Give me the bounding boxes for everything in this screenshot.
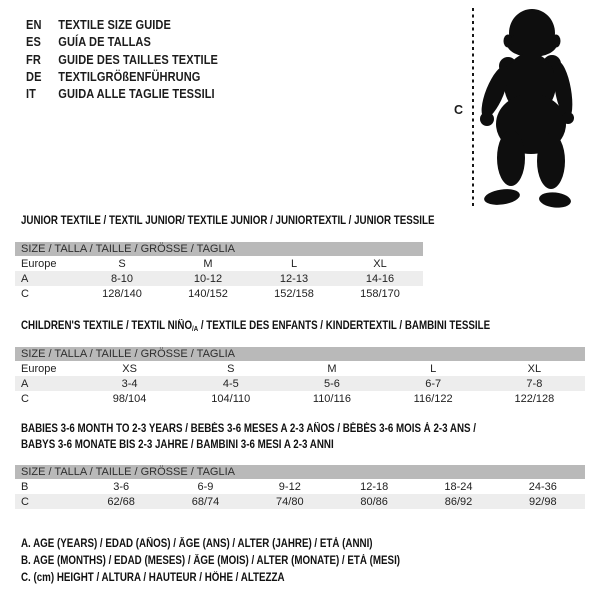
size-cell: 6-7 [425, 377, 442, 390]
size-cell: 92/98 [529, 495, 557, 508]
size-cell: 68/74 [191, 495, 220, 508]
table-row [15, 256, 423, 271]
children-title-post: / TEXTILE DES ENFANTS / KINDERTEXTIL / BAMBINI TESSILE [198, 320, 491, 332]
size-header-bar: SIZE / TALLA / TAILLE / GRÖSSE / TAGLIA [15, 465, 585, 479]
language-code: IT [26, 86, 37, 102]
size-cell: L [430, 362, 437, 375]
footnote-line-c: C. (cm) HEIGHT / ALTURA / HAUTEUR / HÖHE / ALTEZZA [21, 572, 285, 584]
size-cell: 3-4 [121, 377, 138, 390]
size-cell: 10-12 [193, 272, 223, 285]
size-cell: 7-8 [526, 377, 543, 390]
language-list [26, 16, 218, 102]
row-label: C [21, 392, 29, 405]
table-row [15, 361, 585, 376]
size-cell: 4-5 [222, 377, 239, 390]
size-cell: 18-24 [444, 480, 473, 493]
size-cell: 3-6 [113, 480, 130, 493]
row-label: B [21, 480, 29, 493]
babies-section-title-line2: BABYS 3-6 MONATE BIS 2-3 JAHRE / BAMBINI 3-6 MESI A 2-3 ANNI [21, 439, 334, 451]
size-cell: M [327, 362, 337, 375]
size-cell: 8-10 [110, 272, 134, 285]
language-label: TEXTILGRÖßENFÜHRUNG [58, 69, 201, 85]
toddler-silhouette-icon [478, 6, 592, 208]
language-label: GUIDA ALLE TAGLIE TESSILI [58, 86, 215, 102]
size-header-bar: SIZE / TALLA / TAILLE / GRÖSSE / TAGLIA [15, 347, 585, 361]
language-code: EN [26, 17, 42, 33]
children-size-table [15, 361, 585, 406]
size-cell: 104/110 [211, 392, 251, 405]
size-cell: 12-13 [279, 272, 309, 285]
row-label: Europe [21, 257, 57, 270]
size-cell: 9-12 [278, 480, 301, 493]
junior-size-table [15, 256, 423, 301]
size-cell: 152/158 [274, 287, 314, 300]
row-label: C [21, 287, 29, 300]
language-row [26, 51, 218, 68]
row-label: Europe [21, 362, 57, 375]
row-label: A [21, 377, 29, 390]
size-cell: 128/140 [102, 287, 142, 300]
language-label: GUIDE DES TAILLES TEXTILE [58, 51, 219, 67]
size-header-bar: SIZE / TALLA / TAILLE / GRÖSSE / TAGLIA [15, 242, 423, 256]
row-label: A [21, 272, 29, 285]
size-cell: 98/104 [112, 392, 147, 405]
size-cell: 140/152 [188, 287, 228, 300]
footnote-line-b: B. AGE (MONTHS) / EDAD (MESES) / ÂGE (MOIS) / ALTER (MONATE) / ETÀ (MESI) [21, 555, 401, 567]
babies-section-title-line1: BABIES 3-6 MONTH TO 2-3 YEARS / BEBÉS 3-6 MESES A 2-3 AÑOS / BÉBÉS 3-6 MOIS À 2-3 ANS / [21, 423, 477, 435]
language-row [26, 85, 218, 102]
row-label: C [21, 495, 29, 508]
height-dashed-line [472, 8, 474, 206]
size-cell: 122/128 [514, 392, 555, 405]
size-cell: 24-36 [528, 480, 557, 493]
size-cell: 158/170 [360, 287, 400, 300]
footnotes [21, 536, 467, 587]
size-cell: 110/116 [312, 392, 352, 405]
table-row [15, 494, 585, 509]
table-row [15, 286, 423, 301]
size-cell: 80/86 [360, 495, 388, 508]
children-title-subscript: /A [192, 324, 199, 333]
size-cell: XL [527, 362, 542, 375]
size-cell: 86/92 [444, 495, 473, 508]
height-label-c: C [454, 103, 464, 117]
footnote-line-a: A. AGE (YEARS) / EDAD (AÑOS) / ÂGE (ANS) / ALTER (JAHRE) / ETÀ (ANNI) [21, 538, 373, 550]
language-label: GUÍA DE TALLAS [58, 34, 151, 50]
size-cell: 5-6 [324, 377, 340, 390]
size-cell: M [203, 257, 213, 270]
table-row [15, 271, 423, 286]
size-cell: 6-9 [197, 480, 214, 493]
language-code: DE [26, 69, 42, 85]
size-cell: XL [373, 257, 387, 270]
language-code: ES [26, 34, 41, 50]
table-row [15, 479, 585, 494]
size-cell: 62/68 [107, 495, 135, 508]
size-cell: 74/80 [276, 495, 304, 508]
size-cell: S [227, 362, 235, 375]
size-cell: S [118, 257, 126, 270]
size-cell: 12-18 [360, 480, 389, 493]
size-cell: 116/122 [413, 392, 453, 405]
language-row [26, 16, 218, 33]
children-title-pre: CHILDREN'S TEXTILE / TEXTIL NIÑO [21, 320, 193, 332]
babies-size-table [15, 479, 585, 509]
language-row [26, 33, 218, 50]
table-row [15, 391, 585, 406]
size-cell: XS [122, 362, 137, 375]
children-section-title [21, 320, 490, 333]
size-cell: 14-16 [365, 272, 395, 285]
junior-section-title: JUNIOR TEXTILE / TEXTIL JUNIOR/ TEXTILE JUNIOR / JUNIORTEXTIL / JUNIOR TESSILE [21, 215, 435, 227]
language-code: FR [26, 51, 41, 67]
table-row [15, 376, 585, 391]
language-label: TEXTILE SIZE GUIDE [58, 17, 171, 33]
language-row [26, 68, 218, 85]
size-cell: L [290, 257, 298, 270]
